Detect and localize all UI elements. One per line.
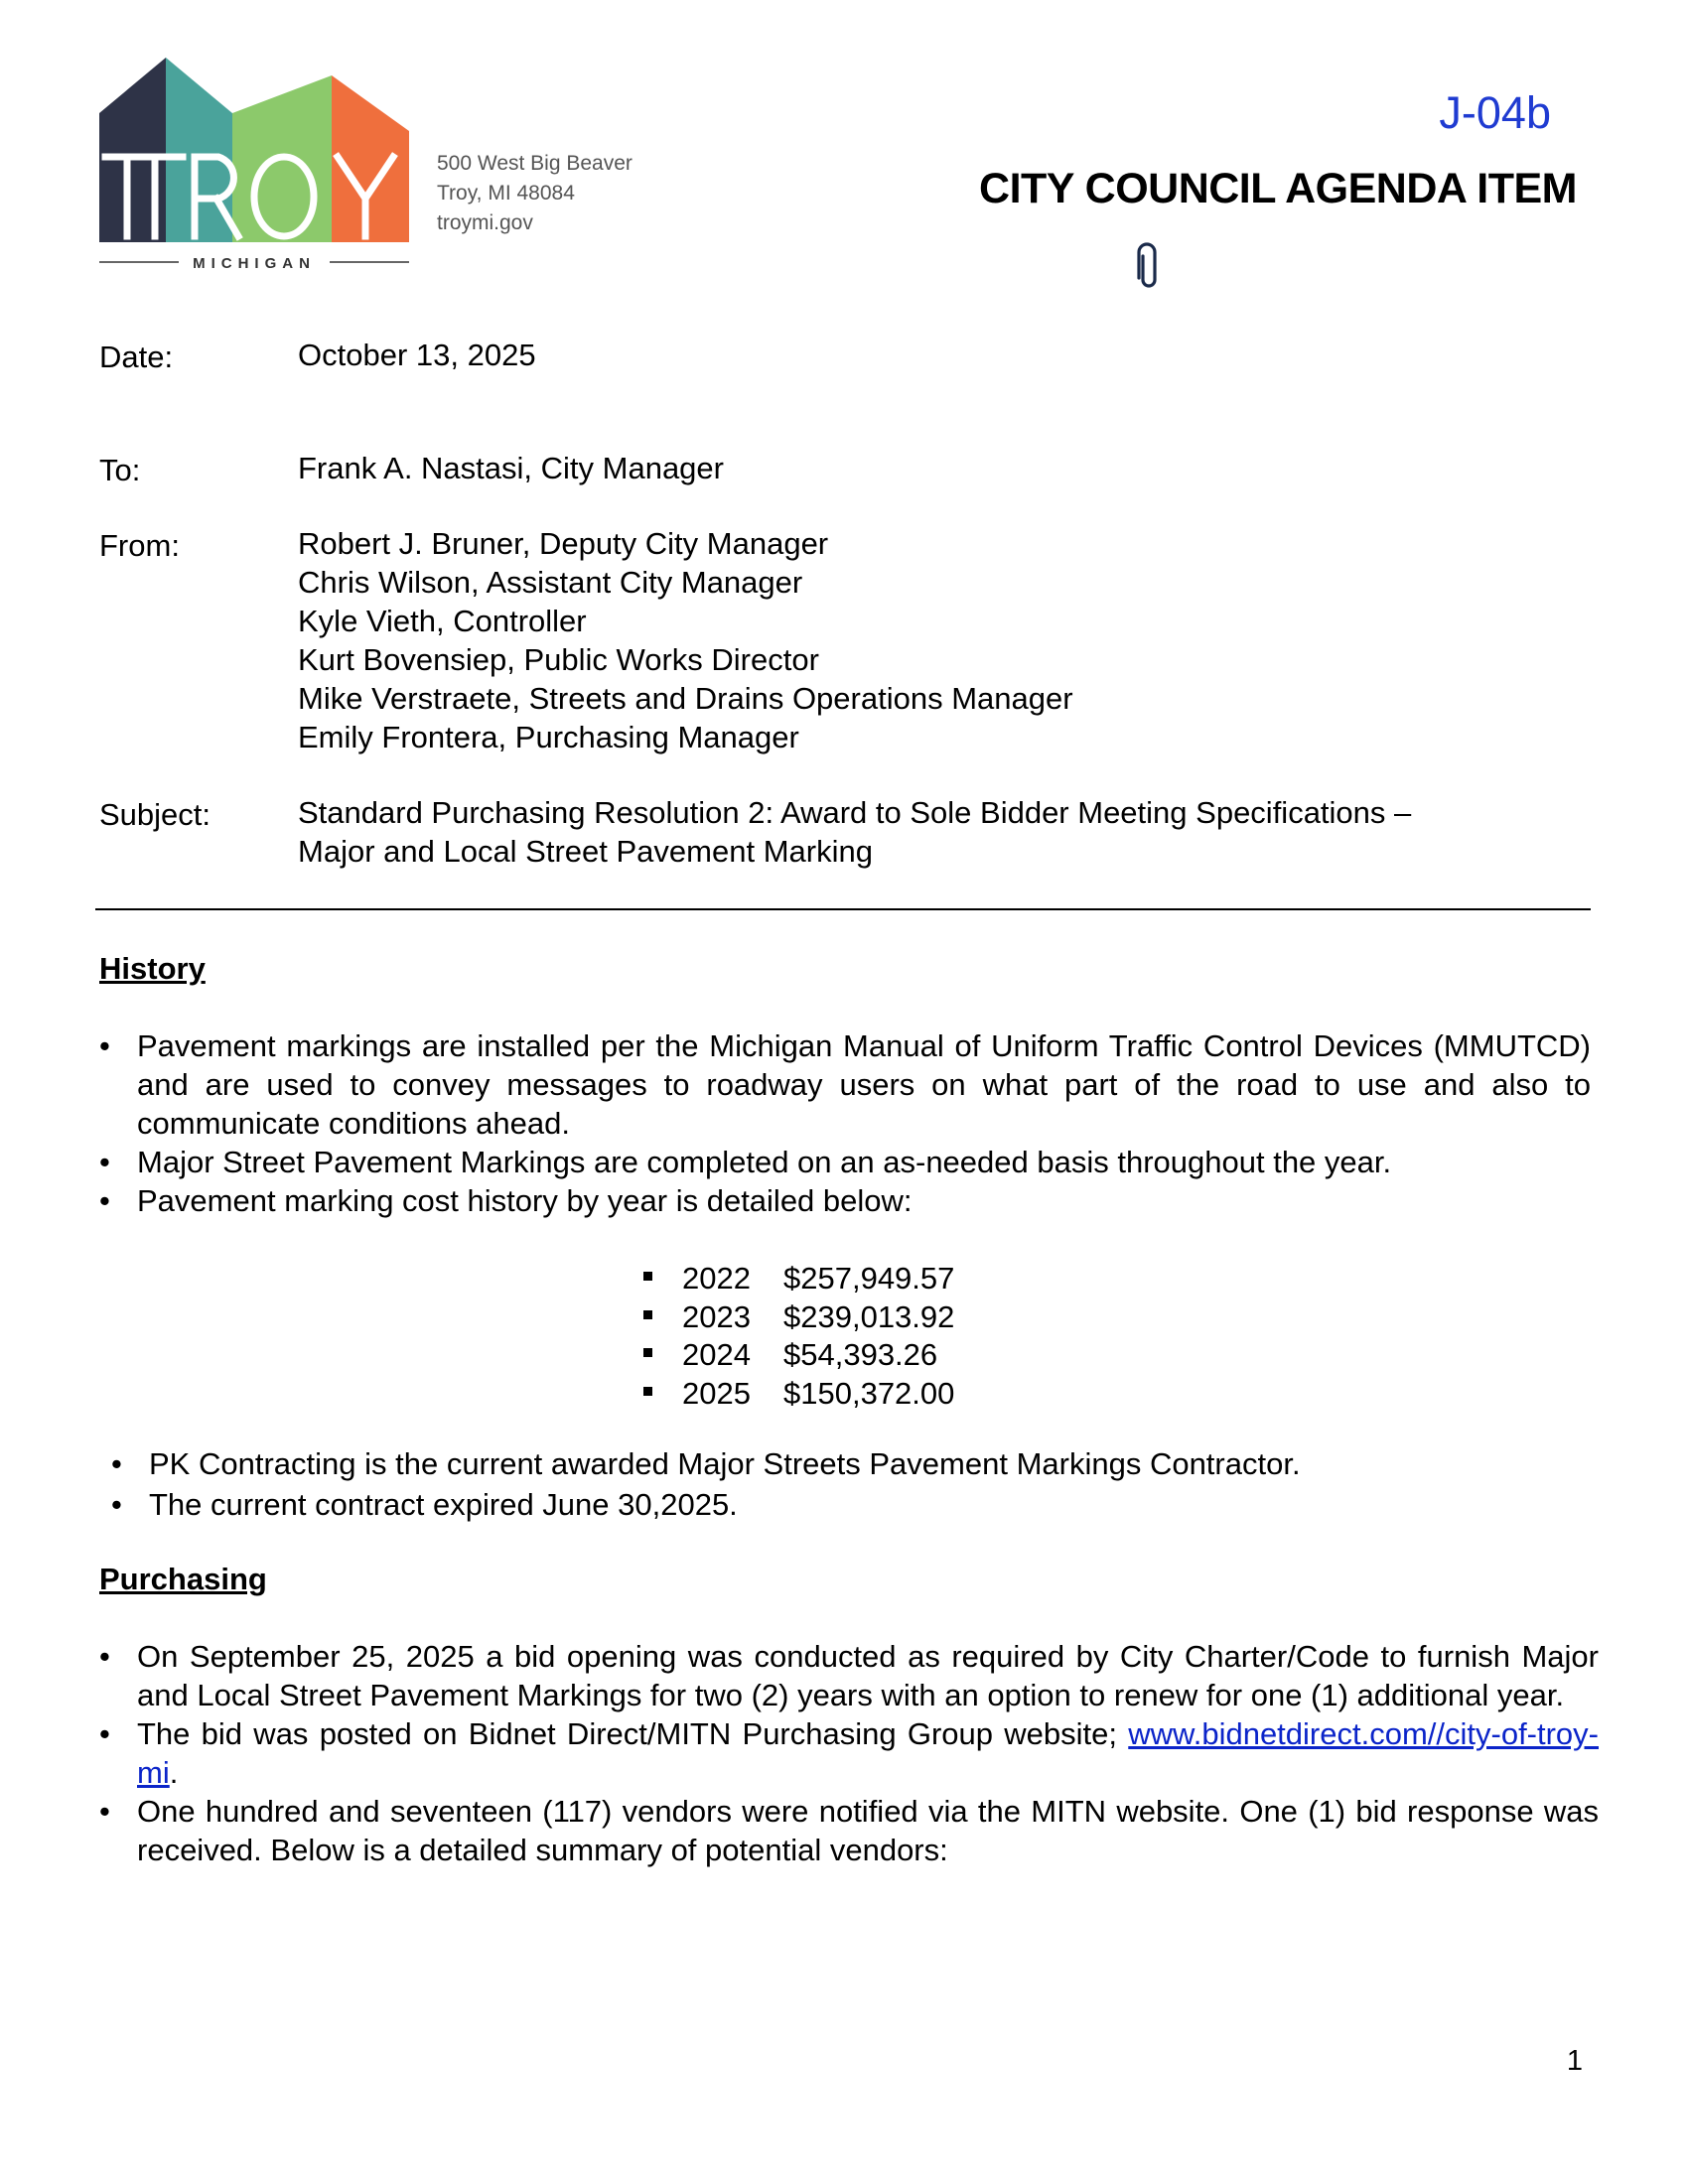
address-line: troymi.gov	[437, 211, 533, 234]
cost-year: 2023	[682, 1298, 751, 1334]
square-bullet-icon	[643, 1348, 652, 1357]
paperclip-icon[interactable]	[1135, 242, 1159, 292]
cost-year: 2022	[682, 1261, 751, 1296]
to-label: To:	[99, 453, 141, 487]
address-line: Troy, MI 48084	[437, 182, 575, 205]
bid-posting-text: The bid was posted on Bidnet Direct/MITN Purchasing Group website;	[137, 1716, 1129, 1751]
to-value: Frank A. Nastasi, City Manager	[298, 451, 724, 485]
from-person: Chris Wilson, Assistant City Manager	[298, 565, 803, 600]
date-value: October 13, 2025	[298, 338, 536, 372]
list-item: • On September 25, 2025 a bid opening was conducted as required by City Charter/Code to furnish Major and Local Street Pavement Markings for two (2) years with an option to renew for one (1) additional year.	[99, 1637, 1599, 1714]
list-item	[99, 1714, 1599, 1792]
subject-line: Major and Local Street Pavement Marking	[298, 834, 873, 869]
date-label: Date:	[99, 340, 174, 374]
cost-year: 2024	[682, 1337, 751, 1372]
purchasing-heading: Purchasing	[99, 1562, 267, 1596]
cost-item	[643, 1298, 954, 1337]
cost-amount: $54,393.26	[783, 1337, 938, 1372]
list-item: • Major Street Pavement Markings are completed on an as-needed basis throughout the year.	[99, 1143, 1591, 1181]
subject-label: Subject:	[99, 797, 211, 832]
subject-value	[298, 793, 1411, 871]
list-item: • One hundred and seventeen (117) vendors were notified via the MITN website. One (1) bid response was received. Below is a detailed summary of potential vendors:	[99, 1792, 1599, 1869]
cost-item	[643, 1260, 954, 1298]
city-address	[437, 149, 633, 238]
purchasing-list	[99, 1637, 1599, 1869]
from-person: Robert J. Bruner, Deputy City Manager	[298, 526, 829, 561]
bid-posting-end: .	[169, 1755, 179, 1790]
cost-item	[643, 1375, 954, 1414]
from-person: Kurt Bovensiep, Public Works Director	[298, 642, 819, 677]
cost-history-list	[643, 1260, 954, 1413]
address-line: 500 West Big Beaver	[437, 152, 633, 175]
list-item: • Pavement marking cost history by year is detailed below:	[99, 1181, 1591, 1220]
from-list	[298, 524, 1073, 756]
bidnet-link[interactable]: www.bidnetdirect.com//city-of-troy-mi	[137, 1716, 1599, 1790]
square-bullet-icon	[643, 1387, 652, 1396]
agenda-item-number: J-04b	[1439, 87, 1551, 138]
logo-state-text: MICHIGAN	[193, 255, 316, 272]
from-person: Kyle Vieth, Controller	[298, 604, 587, 638]
history-list	[99, 1026, 1591, 1220]
from-label: From:	[99, 528, 180, 563]
logo-house-orange	[332, 75, 409, 242]
cost-amount: $257,949.57	[783, 1261, 955, 1296]
history-heading: History	[99, 951, 206, 986]
cost-amount: $239,013.92	[783, 1298, 955, 1334]
header-divider	[95, 908, 1591, 910]
cost-year: 2025	[682, 1375, 751, 1411]
cost-amount: $150,372.00	[783, 1375, 955, 1411]
square-bullet-icon	[643, 1310, 652, 1319]
cost-item	[643, 1336, 954, 1375]
contractor-list	[111, 1444, 1581, 1524]
page-number: 1	[1566, 2045, 1583, 2077]
from-person: Emily Frontera, Purchasing Manager	[298, 720, 799, 754]
list-item: • The current contract expired June 30,2025.	[111, 1485, 1581, 1524]
troy-logo	[99, 58, 409, 272]
subject-line: Standard Purchasing Resolution 2: Award to Sole Bidder Meeting Specifications –	[298, 795, 1412, 830]
page-title: CITY COUNCIL AGENDA ITEM	[979, 165, 1577, 212]
list-item: • Pavement markings are installed per the Michigan Manual of Uniform Traffic Control Devices (MMUTCD) and are used to convey messages to roadway users on what part of the road to use and also to communicate conditions ahead.	[99, 1026, 1591, 1143]
square-bullet-icon	[643, 1272, 652, 1281]
list-item: • PK Contracting is the current awarded Major Streets Pavement Markings Contractor.	[111, 1444, 1581, 1483]
from-person: Mike Verstraete, Streets and Drains Operations Manager	[298, 681, 1073, 716]
